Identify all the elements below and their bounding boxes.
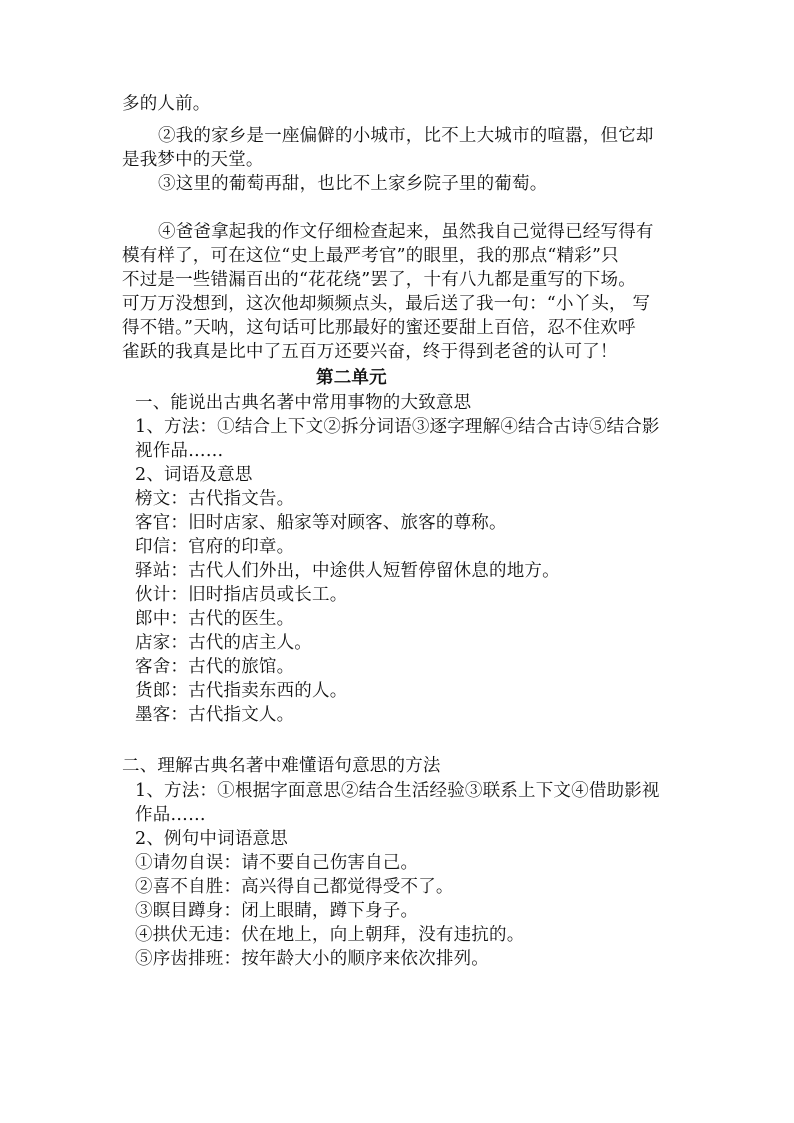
paragraph-line: ④爸爸拿起我的作文仔细检查起来，虽然我自己觉得已经写得有	[158, 222, 654, 242]
word-entry: 榜文：古代指文告。	[135, 489, 295, 509]
paragraph-line: 不过是一些错漏百出的“花花绕”罢了，十有八九都是重写的下场。	[122, 270, 636, 290]
word-entry: 墨客：古代指文人。	[135, 705, 295, 725]
word-entry: 驿站：古代人们外出，中途供人短暂停留休息的地方。	[135, 561, 560, 581]
example-entry: ①请勿自误：请不要自己伤害自己。	[135, 853, 419, 873]
paragraph-line: 得不错。”天呐，这句话可比那最好的蜜还要甜上百倍，忍不住欢呼	[122, 318, 636, 338]
paragraph-line: 可万万没想到，这次他却频频点头，最后送了我一句：“小丫头， 写	[122, 294, 651, 314]
subsection-heading: 2、词语及意思	[135, 465, 253, 485]
word-entry: 郎中：古代的医生。	[135, 609, 295, 629]
example-entry: ④拱伏无违：伏在地上，向上朝拜，没有违抗的。	[135, 925, 525, 945]
section-heading: 二、理解古典名著中难懂语句意思的方法	[122, 756, 441, 776]
word-entry: 印信：官府的印章。	[135, 537, 295, 557]
word-entry: 店家：古代的店主人。	[135, 633, 312, 653]
example-entry: ②喜不自胜：高兴得自己都觉得受不了。	[135, 877, 454, 897]
subsection-heading: 2、例句中词语意思	[135, 829, 288, 849]
example-entry: ③瞑目蹲身：闭上眼睛，蹲下身子。	[135, 901, 419, 921]
method-line: 1、方法：①结合上下文②拆分词语③逐字理解④结合古诗⑤结合影	[135, 417, 660, 437]
method-line: 1、方法：①根据字面意思②结合生活经验③联系上下文④借助影视	[135, 781, 660, 801]
word-entry: 客舍：古代的旅馆。	[135, 657, 295, 677]
method-line: 视作品……	[135, 441, 224, 461]
method-line: 作品……	[135, 805, 206, 825]
unit-title: 第二单元	[316, 368, 387, 388]
word-entry: 货郎：古代指卖东西的人。	[135, 681, 348, 701]
paragraph-line: ③这里的葡萄再甜，也比不上家乡院子里的葡萄。	[158, 174, 548, 194]
paragraph-line: 多的人前。	[122, 94, 211, 114]
paragraph-line: 模有样了，可在这位“史上最严考官”的眼里，我的那点“精彩”只	[122, 246, 619, 266]
paragraph-line: ②我的家乡是一座偏僻的小城市，比不上大城市的喧嚣，但它却	[158, 126, 654, 146]
word-entry: 伙计：旧时指店员或长工。	[135, 585, 348, 605]
example-entry: ⑤序齿排班：按年龄大小的顺序来依次排列。	[135, 949, 489, 969]
paragraph-line: 是我梦中的天堂。	[122, 150, 264, 170]
section-heading: 一、能说出古典名著中常用事物的大致意思	[135, 393, 472, 413]
paragraph-line: 雀跃的我真是比中了五百万还要兴奋，终于得到老爸的认可了！	[122, 342, 618, 362]
word-entry: 客官：旧时店家、船家等对顾客、旅客的尊称。	[135, 513, 507, 533]
